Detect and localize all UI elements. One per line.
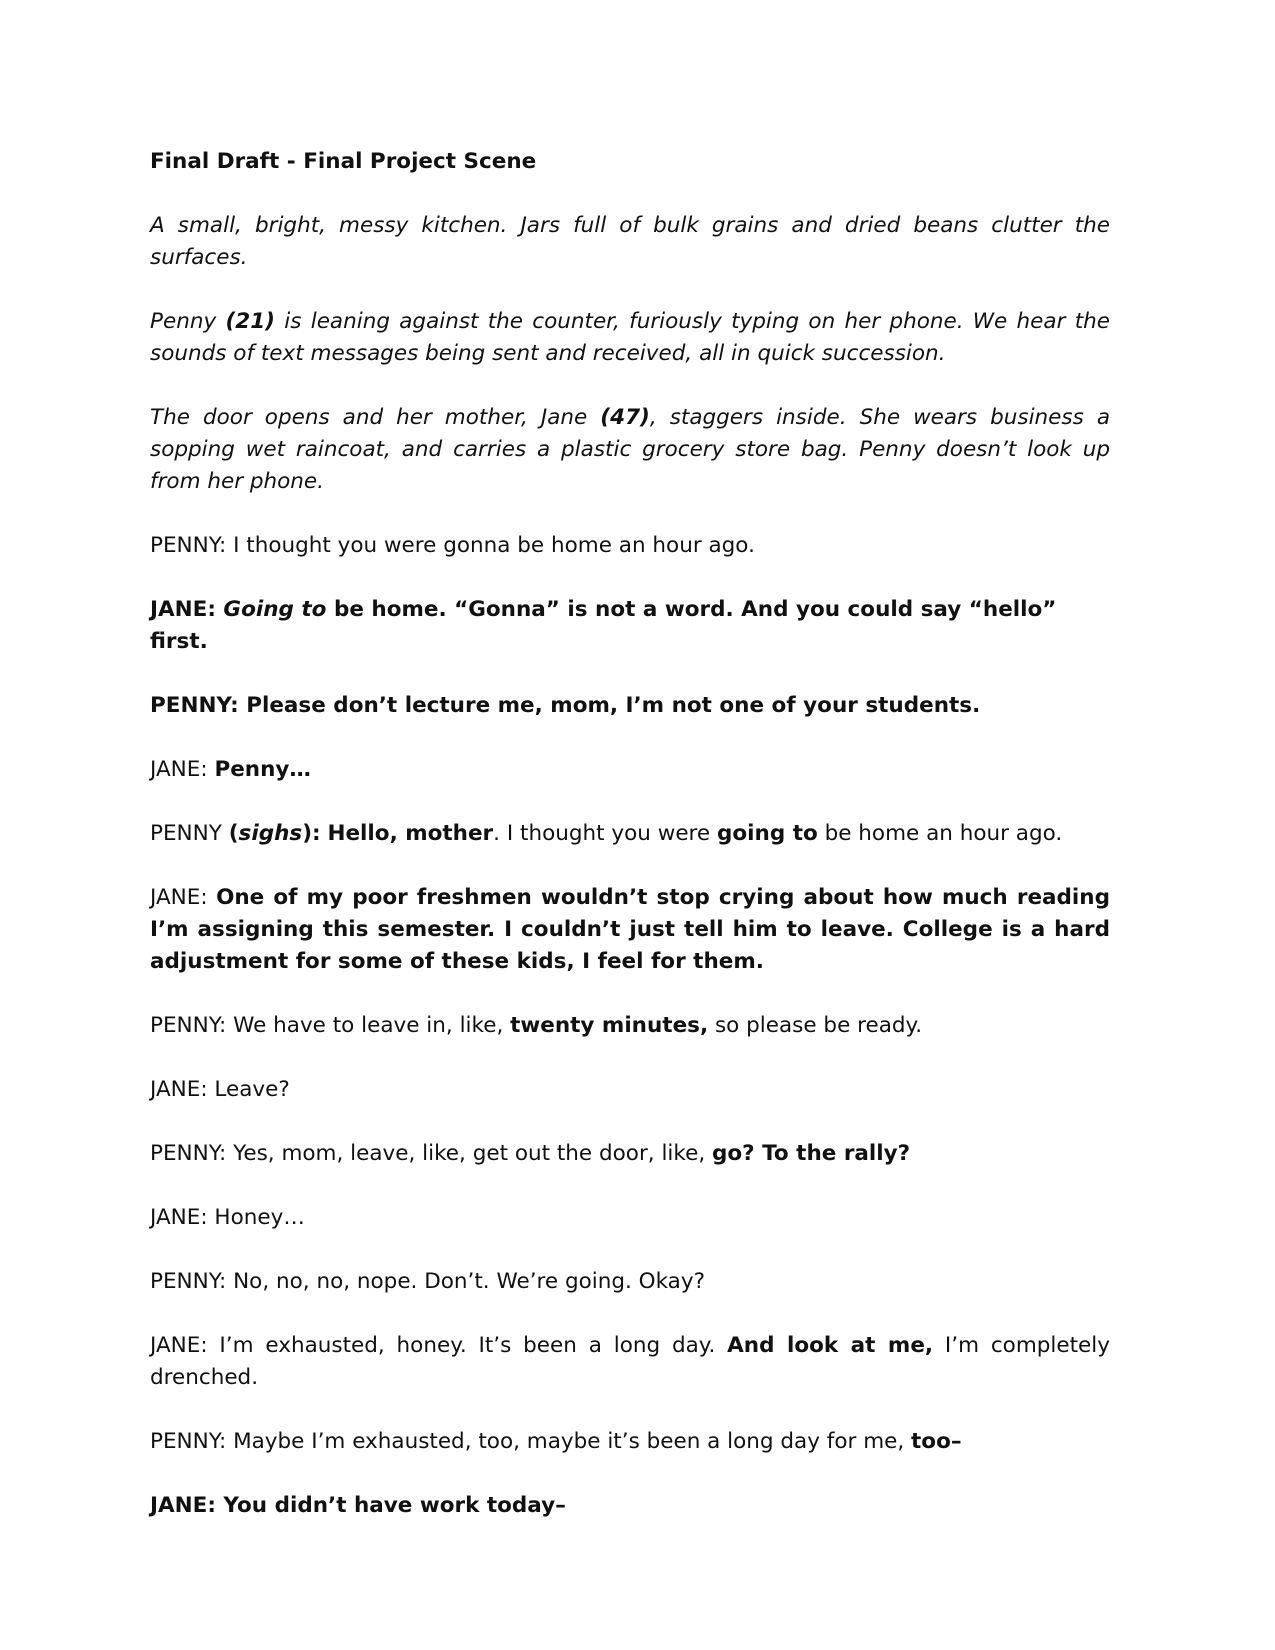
- character-age: (47): [600, 405, 650, 430]
- speaker-name: PENNY: [150, 821, 222, 846]
- dialogue-text: Yes, mom, leave, like, get out the door, like,: [226, 1141, 712, 1166]
- dialogue-emphasis: Going to: [223, 597, 327, 622]
- dialogue-bold-text: too–: [911, 1429, 962, 1454]
- dialogue-bold-text: And look at me,: [727, 1333, 934, 1358]
- stage-direction-setting: [150, 210, 1110, 274]
- dialogue-line: [150, 1074, 1110, 1106]
- dialogue-line: [150, 1490, 1110, 1522]
- speaker-name: PENNY:: [150, 1013, 227, 1038]
- character-age: (21): [225, 309, 276, 334]
- speaker-name: JANE:: [150, 1333, 208, 1358]
- dialogue-text: Leave?: [207, 1077, 290, 1102]
- dialogue-line: [150, 754, 1110, 786]
- speaker-name: PENNY:: [150, 1141, 227, 1166]
- paren-open: (: [228, 821, 239, 846]
- dialogue-line: [150, 882, 1110, 978]
- dialogue-bold-text: going to: [716, 821, 818, 846]
- speaker-name: PENNY:: [150, 1269, 227, 1294]
- stage-action: sighs: [238, 821, 303, 846]
- dialogue-line: [150, 690, 1110, 722]
- speaker-name: JANE:: [150, 597, 216, 622]
- speaker-name: JANE:: [150, 1205, 208, 1230]
- script-page: [150, 146, 1110, 1554]
- dialogue-line: [150, 1330, 1110, 1394]
- speaker-name: JANE:: [150, 757, 208, 782]
- dialogue-bold-text: Penny…: [214, 757, 311, 782]
- speaker-name: PENNY:: [150, 693, 239, 718]
- dialogue-line: [150, 1426, 1110, 1458]
- stage-direction-text: A small, bright, messy kitchen. Jars full of bulk grains and dried beans clutter the surfaces.: [150, 213, 1110, 270]
- dialogue-bold-text: One of my poor freshmen wouldn’t stop crying about how much reading I’m assigning this semester. I couldn’t just tell him to leave. College is a hard adjustment for some of these kids, I feel for them.: [150, 885, 1110, 974]
- stage-direction-jane: [150, 402, 1110, 498]
- document-title: Final Draft - Final Project Scene: [150, 149, 537, 174]
- dialogue-text: You didn’t have work today–: [215, 1493, 566, 1518]
- dialogue-text: be home an hour ago.: [817, 821, 1063, 846]
- dialogue-bold-text: twenty minutes,: [510, 1013, 709, 1038]
- paren-close: ):: [302, 821, 321, 846]
- speaker-name: PENNY:: [150, 533, 227, 558]
- dialogue-text: Please don’t lecture me, mom, I’m not one of your students.: [238, 693, 981, 718]
- speaker-name: PENNY:: [150, 1429, 227, 1454]
- speaker-name: JANE:: [150, 1493, 216, 1518]
- dialogue-text: I’m completely drenched.: [150, 1333, 1110, 1390]
- dialogue-text: be home. “Gonna” is not a word. And you could say “hello” first.: [150, 597, 1057, 654]
- speaker-name: JANE:: [150, 885, 208, 910]
- dialogue-line: [150, 1010, 1110, 1042]
- stage-direction-text: Penny: [150, 309, 226, 334]
- speaker-name: JANE:: [150, 1077, 208, 1102]
- dialogue-bold-text: Hello, mother: [327, 821, 494, 846]
- dialogue-line: [150, 530, 1110, 562]
- dialogue-text: We have to leave in, like,: [226, 1013, 511, 1038]
- stage-direction-text: The door opens and her mother, Jane: [150, 405, 601, 430]
- dialogue-text: Honey…: [207, 1205, 305, 1230]
- stage-direction-text: is leaning against the counter, furiously typing on her phone. We hear the sounds of text messages being sent and received, all in quick succession.: [150, 309, 1110, 366]
- dialogue-text: so please be ready.: [708, 1013, 923, 1038]
- dialogue-line: [150, 818, 1110, 850]
- dialogue-bold-text: go? To the rally?: [711, 1141, 911, 1166]
- dialogue-line: [150, 1202, 1110, 1234]
- dialogue-line: [150, 1138, 1110, 1170]
- stage-direction-penny: [150, 306, 1110, 370]
- dialogue-line: [150, 594, 1110, 658]
- dialogue-text: I’m exhausted, honey. It’s been a long day.: [207, 1333, 728, 1358]
- dialogue-text: Maybe I’m exhausted, too, maybe it’s been a long day for me,: [226, 1429, 912, 1454]
- stage-direction-text: , staggers inside. She wears business a sopping wet raincoat, and carries a plastic grocery store bag. Penny doesn’t look up from her phone.: [150, 405, 1110, 494]
- dialogue-line: [150, 1266, 1110, 1298]
- dialogue-text: No, no, no, nope. Don’t. We’re going. Okay?: [226, 1269, 705, 1294]
- dialogue-text: . I thought you were: [493, 821, 717, 846]
- dialogue-text: I thought you were gonna be home an hour ago.: [226, 533, 755, 558]
